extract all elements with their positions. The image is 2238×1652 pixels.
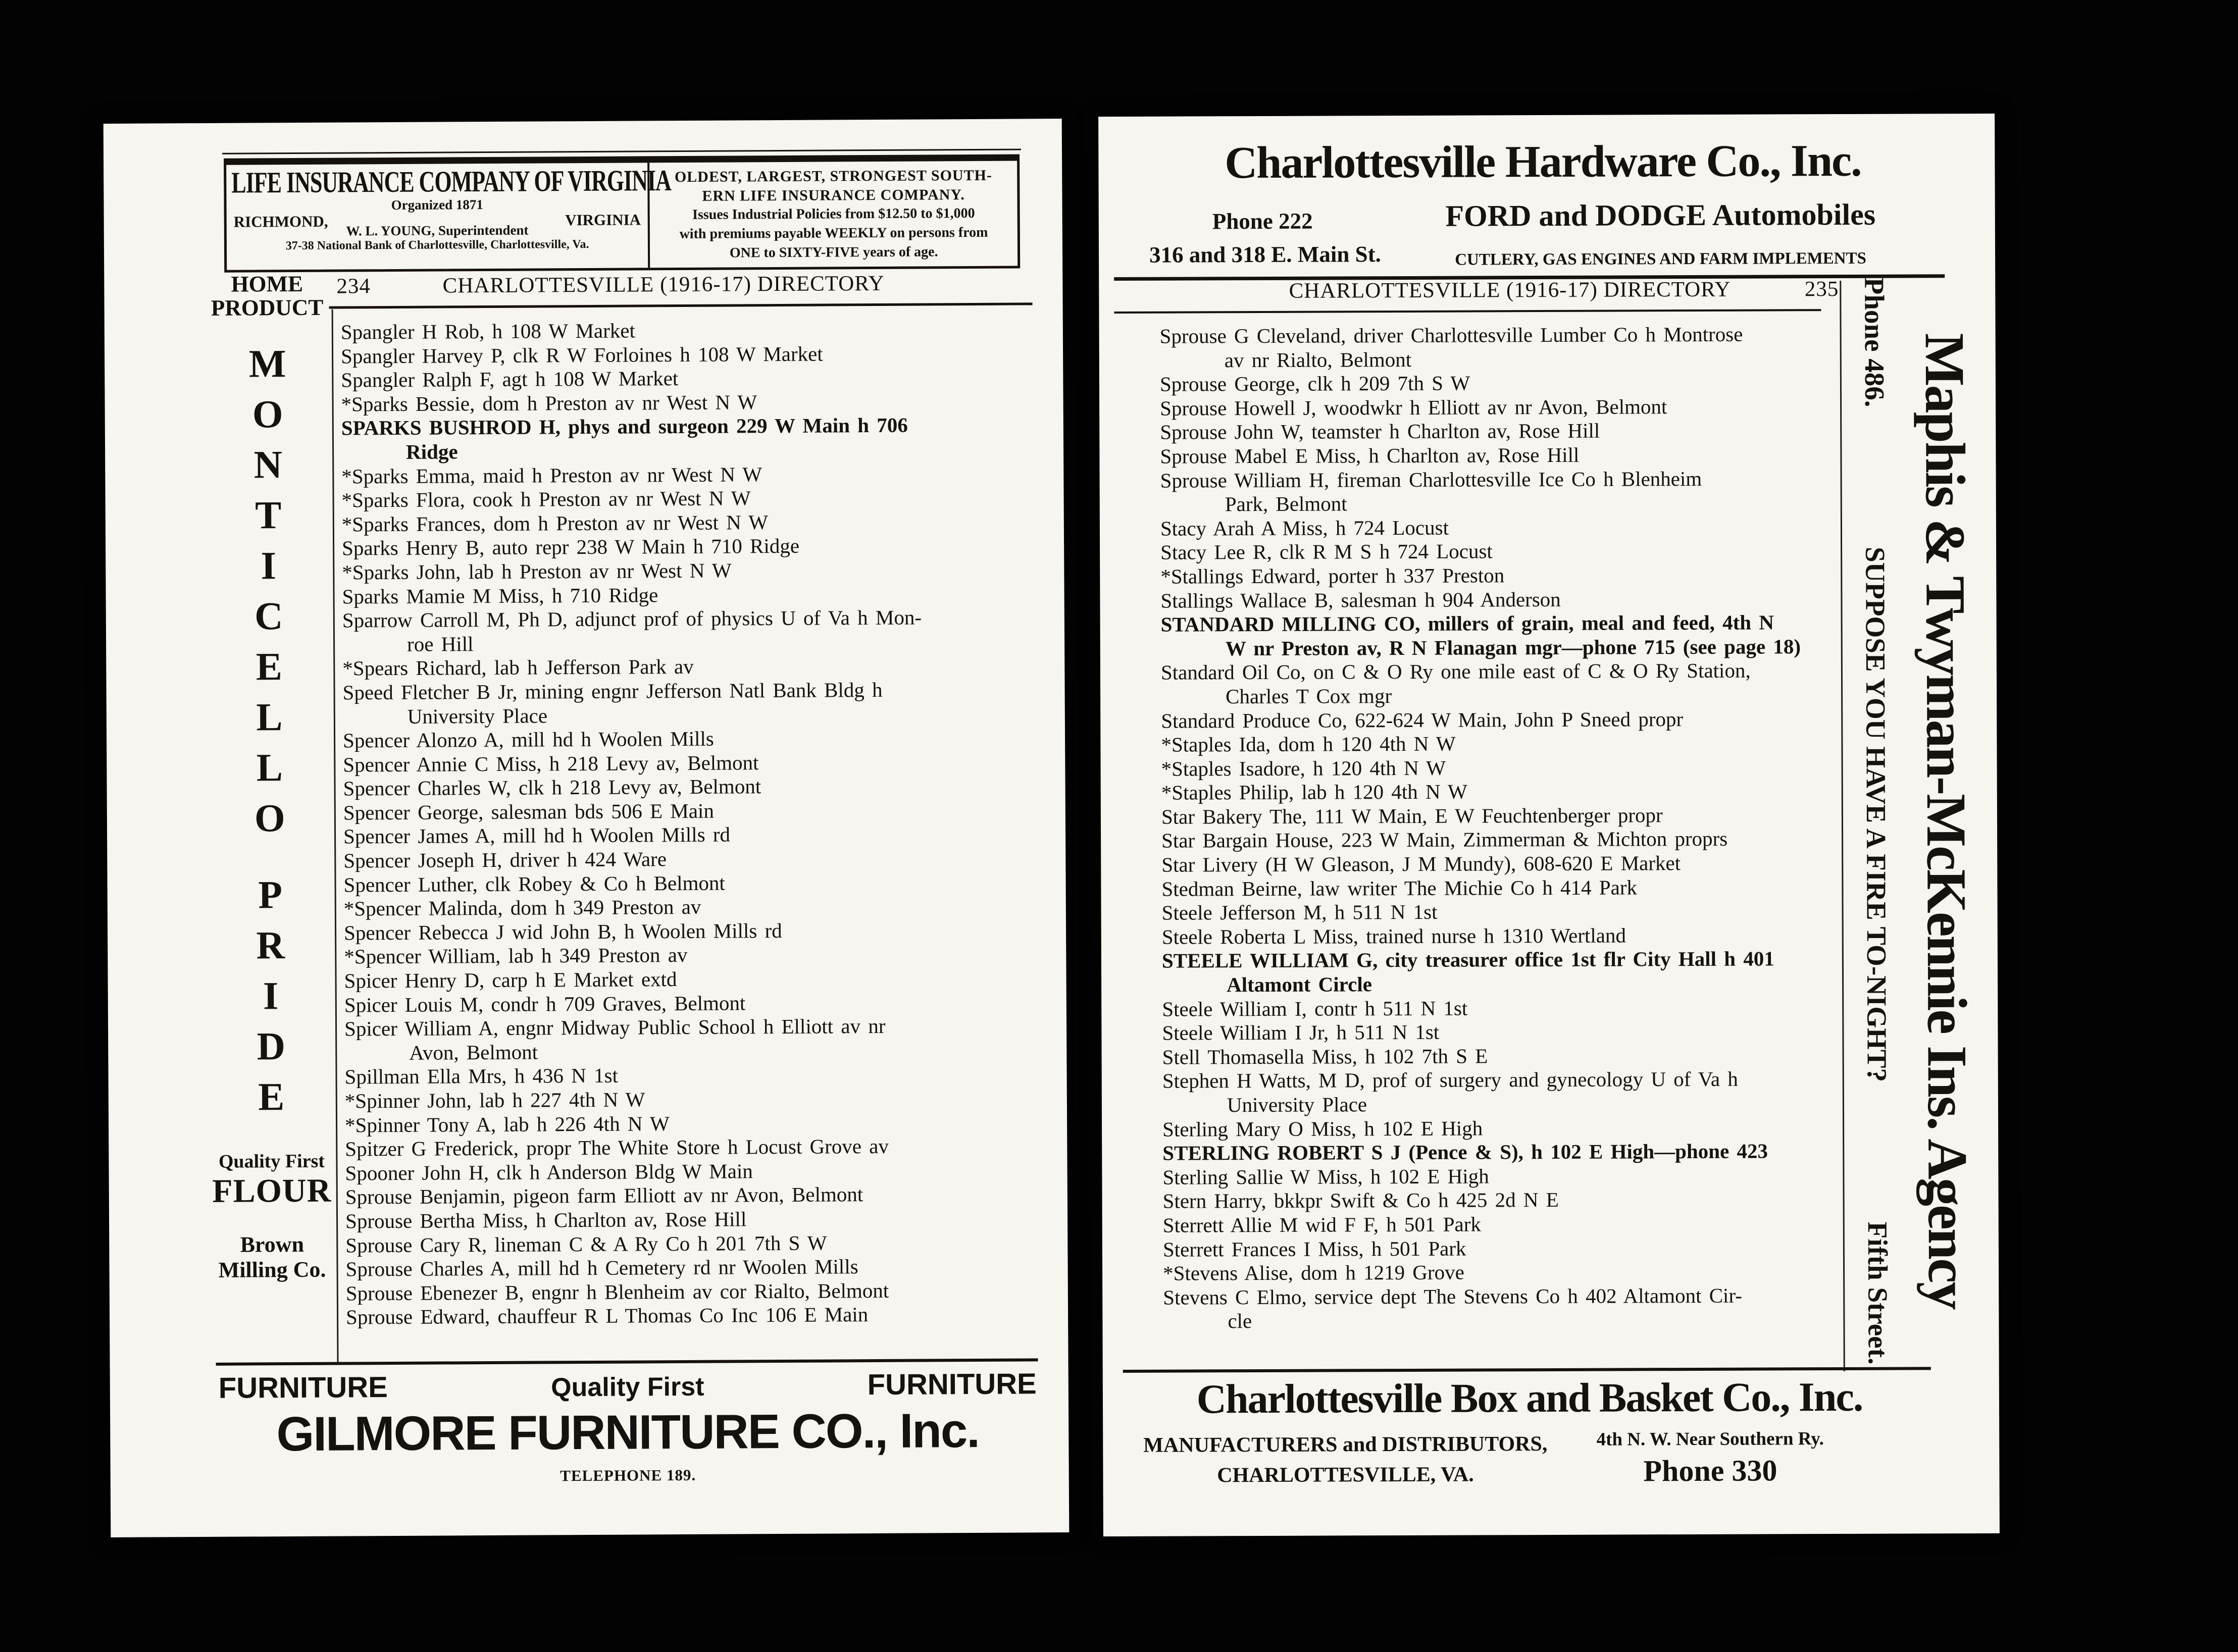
directory-entry: Spencer Annie C Miss, h 218 Levy av, Belmont xyxy=(343,750,759,777)
directory-entry: Steele Jefferson M, h 511 N 1st xyxy=(1161,900,1438,924)
directory-entry: Stacy Lee R, clk R M S h 724 Locust xyxy=(1160,539,1493,564)
spacer xyxy=(208,843,332,869)
directory-entry: *Staples Ida, dom h 120 4th N W xyxy=(1161,732,1456,756)
box-basket-line: CHARLOTTESVILLE, VA. xyxy=(1217,1463,1474,1487)
directory-entry: Sprouse William H, fireman Charlottesville Ice Co h Blenheim xyxy=(1160,467,1702,492)
superintendent-line: W. L. YOUNG, Superintendent xyxy=(346,222,529,239)
vertical-letter: I xyxy=(263,973,279,1017)
vertical-letter: R xyxy=(256,922,285,967)
directory-entry: Steele William I, contr h 511 N 1st xyxy=(1162,996,1468,1021)
directory-listings-right xyxy=(1160,322,1843,1334)
directory-entry: Sterling Mary O Miss, h 102 E High xyxy=(1162,1116,1483,1141)
directory-entry: *Sparks Emma, maid h Preston av nr West N W xyxy=(341,462,762,488)
directory-entry: *Sparks John, lab h Preston av nr West N W xyxy=(342,558,732,584)
page-title: CHARLOTTESVILLE (1916-17) DIRECTORY xyxy=(1289,277,1731,303)
vertical-letter: N xyxy=(253,442,283,486)
hardware-company-name: Charlottesville Hardware Co., Inc. xyxy=(1225,135,1861,188)
box-basket-phone: Phone 330 xyxy=(1643,1454,1777,1488)
directory-entry: Sprouse Mabel E Miss, h Charlton av, Rose Hill xyxy=(1160,443,1580,468)
directory-entry: Spencer Charles W, clk h 218 Levy av, Belmont xyxy=(343,775,761,800)
directory-entry: Stell Thomasella Miss, h 102 7th S E xyxy=(1162,1044,1488,1069)
directory-entry: *Stallings Edward, porter h 337 Preston xyxy=(1160,563,1505,588)
ad-copy-line: Issues Industrial Policies from $12.50 to $1,000 xyxy=(692,205,975,223)
directory-entry: Sprouse Charles A, mill hd h Cemetery rd nr Woolen Mills xyxy=(345,1255,858,1281)
maphis-twyman-side-ad xyxy=(1842,274,1997,1368)
agency-phone: Phone 486. xyxy=(1859,277,1891,407)
directory-entry: Steele Roberta L Miss, trained nurse h 1310 Wertland xyxy=(1161,923,1626,949)
directory-page-left xyxy=(104,119,1070,1537)
directory-entry: Spencer Luther, clk Robey & Co h Belmont xyxy=(343,871,725,897)
directory-entry: W nr Preston av, R N Flanagan mgr—phone 715 (see page 18) xyxy=(1225,634,1801,660)
vertical-letter: M xyxy=(248,341,286,385)
state-label: VIRGINIA xyxy=(565,211,641,229)
directory-entry: SPARKS BUSHROD H, phys and surgeon 229 W Main h 706 xyxy=(341,414,908,440)
title-rule xyxy=(1114,309,1821,314)
directory-entry: Sparks Henry B, auto repr 238 W Main h 710 Ridge xyxy=(341,534,800,560)
directory-entry: Spangler Ralph F, agt h 108 W Market xyxy=(341,367,679,392)
directory-entry: Sprouse Edward, chauffeur R L Thomas Co Inc 106 E Main xyxy=(345,1303,869,1329)
directory-entry: Stern Harry, bkkpr Swift & Co h 425 2d N E xyxy=(1162,1188,1559,1213)
directory-entry: Spicer William A, engnr Midway Public School h Elliott av nr xyxy=(344,1014,886,1041)
agency-slogan: SUPPOSE YOU HAVE A FIRE TO-NIGHT? xyxy=(1860,546,1893,1082)
directory-entry: Stephen H Watts, M D, prof of surgery and gynecology U of Va h xyxy=(1162,1067,1738,1093)
directory-entry: Spillman Ella Mrs, h 436 N 1st xyxy=(344,1064,619,1089)
vertical-letter: L xyxy=(256,694,283,739)
monticello-flour-ad xyxy=(205,272,334,1283)
margin-ad-text: Quality First xyxy=(218,1150,325,1172)
vertical-word-monticello xyxy=(206,338,332,843)
vertical-letter: O xyxy=(254,795,285,840)
directory-entry: Star Bakery The, 111 W Main, E W Feuchtenberger propr xyxy=(1161,803,1663,829)
vertical-letter: D xyxy=(257,1023,286,1068)
directory-entry: av nr Rialto, Belmont xyxy=(1224,347,1412,372)
directory-entry: Star Bargain House, 223 W Main, Zimmerman & Michton proprs xyxy=(1161,827,1728,853)
vertical-word-pride xyxy=(208,869,333,1122)
directory-entry: Spooner John H, clk h Anderson Bldg W Main xyxy=(345,1159,753,1185)
directory-entry: Ridge xyxy=(405,440,458,463)
ad-copy-line: ERN LIFE INSURANCE COMPANY. xyxy=(702,186,965,204)
directory-entry: Charles T Cox mgr xyxy=(1226,684,1392,708)
directory-entry: *Stevens Alise, dom h 1219 Grove xyxy=(1163,1260,1464,1285)
directory-entry: Standard Produce Co, 622-624 W Main, John P Sneed propr xyxy=(1161,707,1684,733)
bottom-rule xyxy=(216,1358,1038,1366)
directory-listings-left xyxy=(341,317,1038,1329)
bottom-rule xyxy=(1123,1367,1931,1373)
directory-entry: cle xyxy=(1228,1309,1252,1333)
margin-ad-text: FLOUR xyxy=(212,1172,332,1210)
box-basket-location: 4th N. W. Near Southern Ry. xyxy=(1596,1428,1824,1450)
directory-entry: Sprouse George, clk h 209 7th S W xyxy=(1159,371,1470,396)
box-basket-line: MANUFACTURERS and DISTRIBUTORS, xyxy=(1143,1432,1548,1457)
directory-entry: *Spears Richard, lab h Jefferson Park av xyxy=(342,655,694,680)
insurance-address: 37-38 National Bank of Charlottesville, Charlottesville, Va. xyxy=(285,237,589,253)
directory-entry: Spangler Harvey P, clk R W Forloines h 108 W Market xyxy=(340,342,823,368)
margin-ad-text: HOME xyxy=(231,271,303,297)
directory-entry: Sprouse Benjamin, pigeon farm Elliott av nr Avon, Belmont xyxy=(345,1182,863,1209)
life-insurance-ad-left xyxy=(226,163,671,270)
directory-entry: Sterling Sallie W Miss, h 102 E High xyxy=(1162,1164,1489,1189)
directory-entry: Spitzer G Frederick, propr The White Store h Locust Grove av xyxy=(345,1134,889,1161)
vertical-letter: E xyxy=(258,1074,285,1118)
directory-entry: Spencer Joseph H, driver h 424 Ware xyxy=(343,847,667,872)
directory-entry: Stedman Beirne, law writer The Michie Co h 414 Park xyxy=(1161,875,1638,901)
directory-entry: University Place xyxy=(407,703,548,728)
directory-entry: roe Hill xyxy=(406,632,474,656)
directory-entry: STEELE WILLIAM G, city treasurer office 1st flr City Hall h 401 xyxy=(1161,947,1774,973)
hardware-phone: Phone 222 xyxy=(1212,208,1313,234)
vertical-letter: T xyxy=(255,492,282,537)
organized-line: Organized 1871 xyxy=(391,197,483,213)
directory-entry: Stacy Arah A Miss, h 724 Locust xyxy=(1160,515,1449,540)
page-number: 235 xyxy=(1804,277,1839,301)
life-insurance-company-name: LIFE INSURANCE COMPANY OF VIRGINIA xyxy=(231,164,671,200)
vertical-letter: I xyxy=(261,543,277,587)
directory-entry: Sprouse John W, teamster h Charlton av, Rose Hill xyxy=(1160,419,1600,444)
vertical-letter: L xyxy=(256,745,283,789)
directory-entry: Star Livery (H W Gleason, J M Mundy), 608-620 E Market xyxy=(1161,851,1681,876)
directory-entry: Speed Fletcher B Jr, mining engnr Jefferson Natl Bank Bldg h xyxy=(342,678,883,704)
directory-entry: Sparrow Carroll M, Ph D, adjunct prof of physics U of Va h Mon- xyxy=(342,605,922,632)
gilmore-telephone: TELEPHONE 189. xyxy=(560,1466,696,1485)
gilmore-company-name: GILMORE FURNITURE CO., Inc. xyxy=(276,1403,980,1462)
vertical-letter: C xyxy=(254,593,283,638)
directory-entry: Sterrett Frances I Miss, h 501 Park xyxy=(1162,1236,1466,1261)
directory-entry: Sprouse G Cleveland, driver Charlottesville Lumber Co h Montrose xyxy=(1159,322,1743,348)
margin-ad-text: PRODUCT xyxy=(211,294,324,321)
directory-entry: University Place xyxy=(1227,1093,1367,1117)
directory-entry: Avon, Belmont xyxy=(409,1040,538,1064)
directory-entry: Sparks Mamie M Miss, h 710 Ridge xyxy=(342,583,658,608)
city-label: RICHMOND, xyxy=(233,212,328,231)
directory-entry: Stallings Wallace B, salesman h 904 Anderson xyxy=(1160,587,1561,612)
directory-entry: Sprouse Bertha Miss, h Charlton av, Rose Hill xyxy=(345,1207,747,1233)
directory-entry: Spicer Henry D, carp h E Market extd xyxy=(344,967,677,993)
directory-entry: Steele William I Jr, h 511 N 1st xyxy=(1162,1020,1440,1045)
title-rule xyxy=(329,302,1033,308)
directory-entry: STERLING ROBERT S J (Pence & S), h 102 E High—phone 423 xyxy=(1162,1139,1768,1165)
agency-name: Maphis & Twyman-McKennie Ins. Agency xyxy=(1913,333,1979,1309)
directory-entry: Stevens C Elmo, service dept The Stevens Co h 402 Altamont Cir- xyxy=(1163,1283,1742,1309)
directory-entry: *Spencer Malinda, dom h 349 Preston av xyxy=(343,895,701,920)
ad-copy-line: with premiums payable WEEKLY on persons from xyxy=(679,224,988,242)
directory-entry: Spencer George, salesman bds 506 E Main xyxy=(343,799,714,824)
box-basket-company-name: Charlottesville Box and Basket Co., Inc. xyxy=(1196,1373,1863,1422)
directory-entry: Standard Oil Co, on C & O Ry one mile east of C & O Ry Station, xyxy=(1160,658,1751,684)
directory-entry: Sprouse Ebenezer B, engnr h Blenheim av cor Rialto, Belmont xyxy=(345,1278,889,1305)
directory-entry: Park, Belmont xyxy=(1225,492,1347,516)
gilmore-ad-topline xyxy=(219,1367,1037,1405)
directory-entry: Spencer Rebecca J wid John B, h Woolen Mills rd xyxy=(343,918,782,945)
directory-entry: *Staples Philip, lab h 120 4th N W xyxy=(1161,780,1467,804)
directory-entry: Sprouse Cary R, lineman C & A Ry Co h 201 7th S W xyxy=(345,1231,827,1257)
agency-street: Fifth Street. xyxy=(1862,1221,1894,1365)
directory-entry: STANDARD MILLING CO, millers of grain, meal and feed, 4th N xyxy=(1160,610,1774,636)
furniture-label: FURNITURE xyxy=(867,1367,1037,1402)
directory-entry: *Spinner John, lab h 227 4th N W xyxy=(344,1088,645,1113)
directory-entry: *Staples Isadore, h 120 4th N W xyxy=(1161,756,1446,781)
hardware-subtitle: CUTLERY, GAS ENGINES AND FARM IMPLEMENTS xyxy=(1455,249,1867,269)
furniture-label: FURNITURE xyxy=(218,1371,388,1405)
ad-copy-line: ONE to SIXTY-FIVE years of age. xyxy=(729,243,938,261)
ford-dodge-line: FORD and DODGE Automobiles xyxy=(1445,197,1876,233)
directory-entry: Spencer James A, mill hd h Woolen Mills rd xyxy=(343,822,731,848)
directory-entry: Spencer Alonzo A, mill hd h Woolen Mills xyxy=(342,727,714,752)
page-header-right xyxy=(1159,277,1839,304)
directory-entry: Altamont Circle xyxy=(1227,972,1372,997)
ad-copy-line: OLDEST, LARGEST, STRONGEST SOUTH- xyxy=(674,167,992,186)
directory-entry: *Spinner Tony A, lab h 226 4th N W xyxy=(344,1111,670,1137)
directory-page-right xyxy=(1098,114,2000,1536)
directory-entry: *Spencer William, lab h 349 Preston av xyxy=(344,943,688,968)
vertical-letter: P xyxy=(258,872,283,916)
vertical-letter: O xyxy=(252,391,283,436)
directory-entry: *Sparks Bessie, dom h Preston av nr West N W xyxy=(341,390,757,416)
directory-entry: Sprouse Howell J, woodwkr h Elliott av nr Avon, Belmont xyxy=(1160,394,1667,420)
page-title: CHARLOTTESVILLE (1916-17) DIRECTORY xyxy=(442,271,885,298)
agency-details xyxy=(1852,275,1900,1368)
margin-ad-text: Brown xyxy=(240,1231,304,1257)
life-insurance-ad-right xyxy=(649,161,1018,268)
directory-entry: Spicer Louis M, condr h 709 Graves, Belmont xyxy=(344,991,746,1017)
directory-entry: *Sparks Frances, dom h Preston av nr West N W xyxy=(341,510,769,536)
directory-entry: *Sparks Flora, cook h Preston av nr West N W xyxy=(341,486,751,512)
vertical-letter: E xyxy=(256,644,283,688)
life-insurance-ad xyxy=(224,154,1020,272)
quality-first-label: Quality First xyxy=(550,1372,704,1403)
page-header-left xyxy=(336,270,1032,298)
margin-ad-text: Milling Co. xyxy=(218,1257,326,1282)
hardware-address: 316 and 318 E. Main St. xyxy=(1149,241,1381,268)
page-number: 234 xyxy=(336,274,371,298)
directory-entry: Spangler H Rob, h 108 W Market xyxy=(340,319,636,344)
directory-entry: Sterrett Allie M wid F F, h 501 Park xyxy=(1162,1212,1481,1237)
